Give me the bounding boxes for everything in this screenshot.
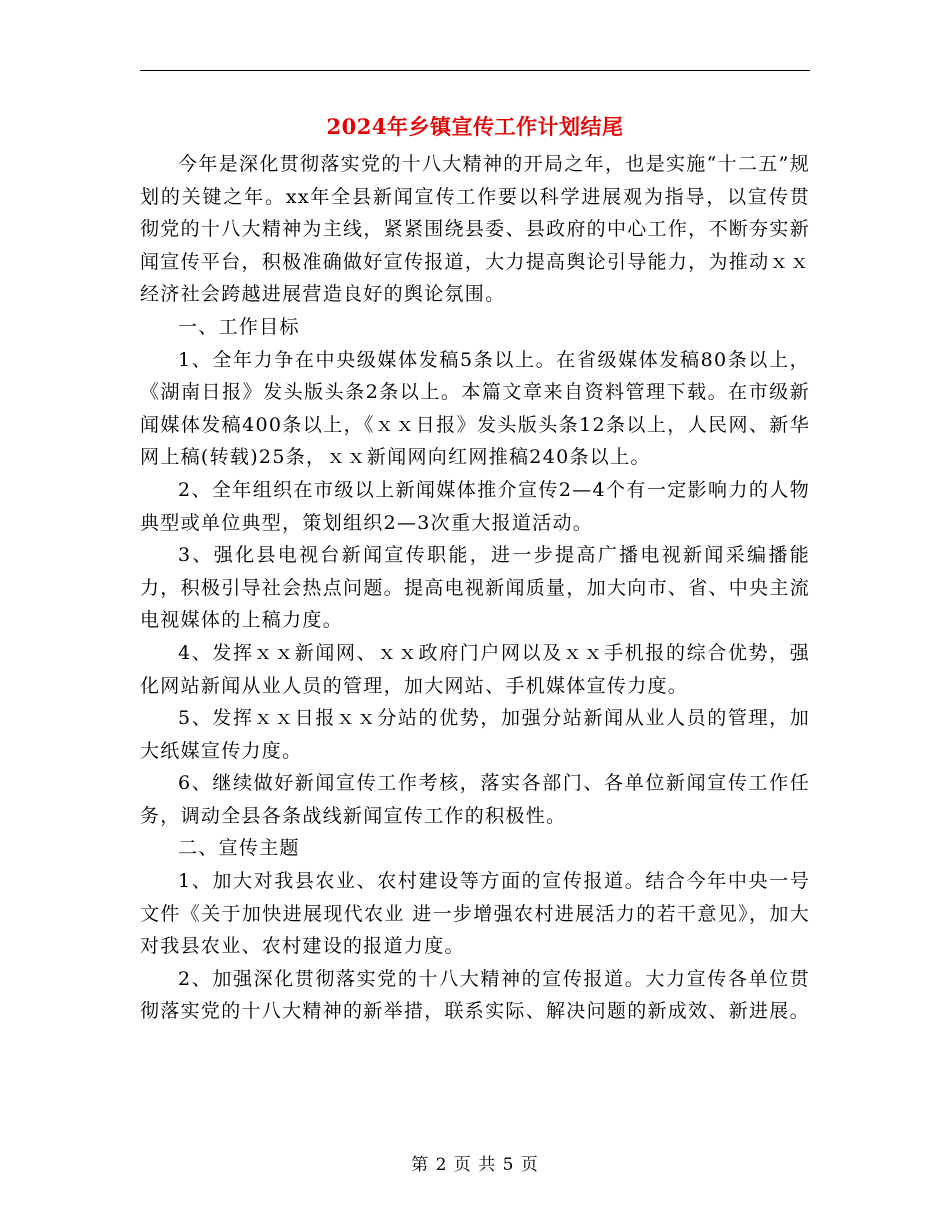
- paragraph-goal-4: 4、发挥ｘｘ新闻网、ｘｘ政府门户网以及ｘｘ手机报的综合优势，强化网站新闻从业人员的管理，加大网站、手机媒体宣传力度。: [140, 641, 810, 697]
- section-heading-goals: 一、工作目标: [178, 315, 300, 338]
- paragraph-goal-6: 6、继续做好新闻宣传工作考核，落实各部门、各单位新闻宣传工作任务，调动全县各条战线新闻宣传工作的积极性。: [140, 772, 810, 827]
- section-heading-themes: 二、宣传主题: [178, 837, 300, 860]
- paragraph-goal-5: 5、发挥ｘｘ日报ｘｘ分站的优势，加强分站新闻从业人员的管理，加大纸媒宣传力度。: [140, 707, 810, 762]
- paragraph-goal-3: 3、强化县电视台新闻宣传职能，进一步提高广播电视新闻采编播能力，积极引导社会热点问题。提高电视新闻质量，加大向市、省、中央主流电视媒体的上稿力度。: [140, 544, 810, 632]
- paragraph-theme-2: 2、加强深化贯彻落实党的十八大精神的宣传报道。大力宣传各单位贯彻落实党的十八大精神的新举措，联系实际、解决问题的新成效、新进展。: [140, 967, 810, 1023]
- page-number: 第 2 页 共 5 页: [411, 1155, 539, 1175]
- paragraph-theme-1: 1、加大对我县农业、农村建设等方面的宣传报道。结合今年中央一号文件《关于加快进展现代农业 进一步增强农村进展活力的若干意见》，加大对我县农业、农村建设的报道力度。: [140, 870, 810, 958]
- document-title: 2024年乡镇宣传工作计划结尾: [326, 114, 624, 139]
- document-body: [140, 148, 810, 1028]
- paragraph-intro: 今年是深化贯彻落实党的十八大精神的开局之年，也是实施“十二五”规划的关键之年。xx年全县新闻宣传工作要以科学进展观为指导，以宣传贯彻党的十八大精神为主线，紧紧围绕县委、县政府的中心工作，不断夯实新闻宣传平台，积极准确做好宣传报道，大力提高舆论引导能力，为推动ｘｘ经济社会跨越进展营造良好的舆论氛围。: [140, 153, 810, 306]
- paragraph-goal-2: 2、全年组织在市级以上新闻媒体推介宣传2—4个有一定影响力的人物典型或单位典型，策划组织2—3次重大报道活动。: [140, 478, 810, 534]
- header-rule: [140, 70, 810, 71]
- paragraph-goal-1: 1、全年力争在中央级媒体发稿5条以上。在省级媒体发稿80条以上，《湖南日报》发头版头条2条以上。本篇文章来自资料管理下载。在市级新闻媒体发稿400条以上，《ｘｘ日报》发头版头条12条以上，人民网、新华网上稿(转载)25条，ｘｘ新闻网向红网推稿240条以上。: [140, 348, 810, 469]
